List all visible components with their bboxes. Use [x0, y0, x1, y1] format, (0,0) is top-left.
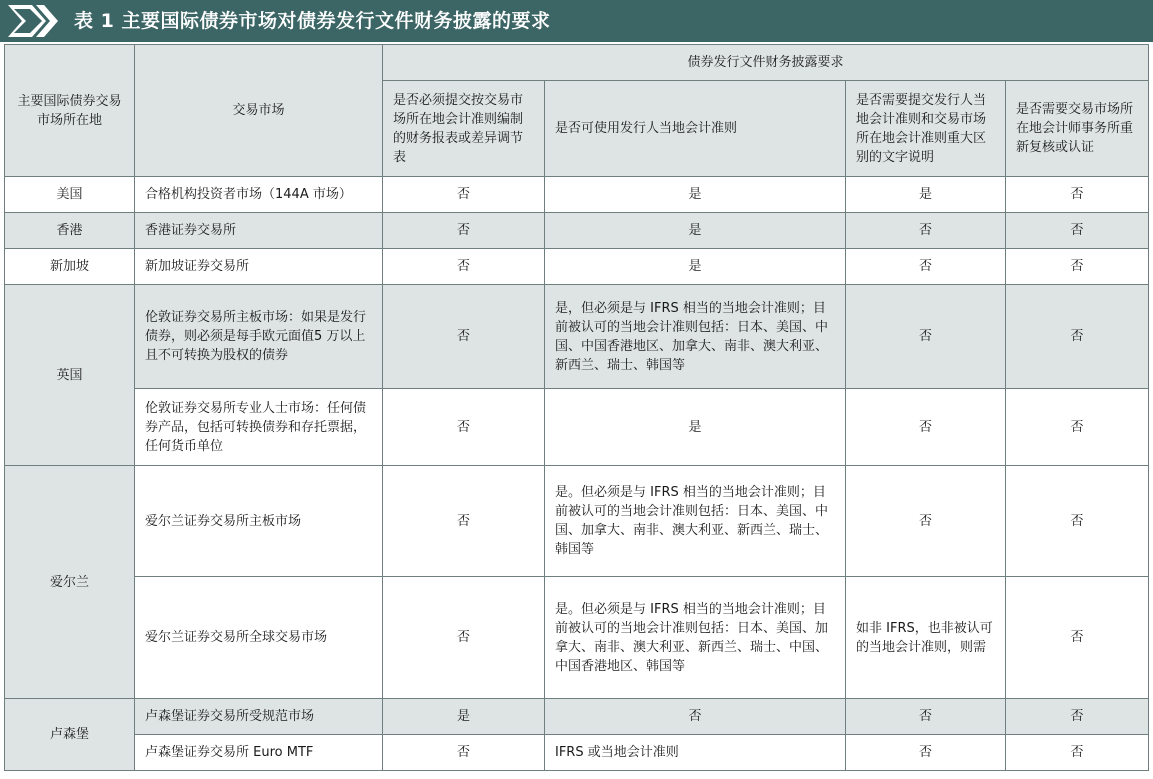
header-sub4: 是否需要交易市场所在地会计师事务所重新复核或认证	[1006, 81, 1149, 177]
value-cell: 是。但必须是与 IFRS 相当的当地会计准则；目前被认可的当地会计准则包括：日本、美国、中国、加拿大、南非、澳大利亚、新西兰、瑞士、韩国等	[545, 466, 846, 577]
value-cell: 否	[383, 466, 545, 577]
market-cell: 卢森堡证券交易所 Euro MTF	[135, 735, 383, 771]
value-cell: 是，但必须是与 IFRS 相当的当地会计准则；目前被认可的当地会计准则包括：日本、美国、中国、中国香港地区、加拿大、南非、澳大利亚、新西兰、瑞士、韩国等	[545, 285, 846, 389]
table-row	[5, 285, 1149, 389]
value-cell: 否	[545, 699, 846, 735]
value-cell: 否	[383, 285, 545, 389]
value-cell: 否	[383, 249, 545, 285]
value-cell: 否	[846, 249, 1006, 285]
country-cell: 卢森堡	[5, 699, 135, 771]
disclosure-table	[4, 44, 1149, 771]
value-cell: 否	[1006, 177, 1149, 213]
country-cell: 新加坡	[5, 249, 135, 285]
value-cell: 否	[846, 466, 1006, 577]
market-cell: 爱尔兰证券交易所主板市场	[135, 466, 383, 577]
header-sub2: 是否可使用发行人当地会计准则	[545, 81, 846, 177]
header-country: 主要国际债券交易市场所在地	[5, 45, 135, 177]
header-sub3: 是否需要提交发行人当地会计准则和交易市场所在地会计准则重大区别的文字说明	[846, 81, 1006, 177]
value-cell: 否	[383, 177, 545, 213]
value-cell: 否	[383, 389, 545, 466]
market-cell: 伦敦证券交易所主板市场：如果是发行债券，则必须是每手欧元面值5 万以上且不可转换为股权的债券	[135, 285, 383, 389]
value-cell: 否	[1006, 249, 1149, 285]
header-sub1: 是否必须提交按交易市场所在地会计准则编制的财务报表或差异调节表	[383, 81, 545, 177]
table-row	[5, 249, 1149, 285]
value-cell: 否	[1006, 389, 1149, 466]
value-cell: 是	[383, 699, 545, 735]
value-cell: 是	[846, 177, 1006, 213]
value-cell: 否	[846, 213, 1006, 249]
header-market: 交易市场	[135, 45, 383, 177]
country-cell: 英国	[5, 285, 135, 466]
value-cell: 如非 IFRS，也非被认可的当地会计准则，则需	[846, 577, 1006, 699]
value-cell: 是	[545, 249, 846, 285]
header-group: 债券发行文件财务披露要求	[383, 45, 1149, 81]
value-cell: 否	[1006, 466, 1149, 577]
value-cell: 否	[1006, 577, 1149, 699]
value-cell: 否	[846, 699, 1006, 735]
country-cell: 美国	[5, 177, 135, 213]
market-cell: 新加坡证券交易所	[135, 249, 383, 285]
header-row-1	[5, 45, 1149, 81]
value-cell: 否	[1006, 735, 1149, 771]
title-bar	[0, 0, 1153, 42]
table-row	[5, 466, 1149, 577]
table-row	[5, 213, 1149, 249]
value-cell: 是	[545, 213, 846, 249]
value-cell: 是。但必须是与 IFRS 相当的当地会计准则；目前被认可的当地会计准则包括：日本、美国、加拿大、南非、澳大利亚、新西兰、瑞士、中国、中国香港地区、韩国等	[545, 577, 846, 699]
value-cell: 否	[846, 389, 1006, 466]
value-cell: IFRS 或当地会计准则	[545, 735, 846, 771]
market-cell: 卢森堡证券交易所受规范市场	[135, 699, 383, 735]
value-cell: 否	[383, 213, 545, 249]
country-cell: 爱尔兰	[5, 466, 135, 699]
value-cell: 否	[1006, 285, 1149, 389]
chevron-right-icon	[6, 3, 58, 39]
country-cell: 香港	[5, 213, 135, 249]
value-cell: 否	[1006, 213, 1149, 249]
value-cell: 否	[846, 285, 1006, 389]
table-row	[5, 699, 1149, 735]
table-title: 表 1 主要国际债券市场对债券发行文件财务披露的要求	[74, 10, 551, 32]
value-cell: 否	[1006, 699, 1149, 735]
value-cell: 否	[383, 577, 545, 699]
market-cell: 合格机构投资者市场（144A 市场）	[135, 177, 383, 213]
value-cell: 是	[545, 389, 846, 466]
value-cell: 否	[846, 735, 1006, 771]
value-cell: 是	[545, 177, 846, 213]
table-row	[5, 177, 1149, 213]
table-row	[5, 577, 1149, 699]
table-row	[5, 389, 1149, 466]
market-cell: 爱尔兰证券交易所全球交易市场	[135, 577, 383, 699]
market-cell: 伦敦证券交易所专业人士市场：任何债券产品，包括可转换债券和存托票据，任何货币单位	[135, 389, 383, 466]
market-cell: 香港证券交易所	[135, 213, 383, 249]
table-row	[5, 735, 1149, 771]
value-cell: 否	[383, 735, 545, 771]
